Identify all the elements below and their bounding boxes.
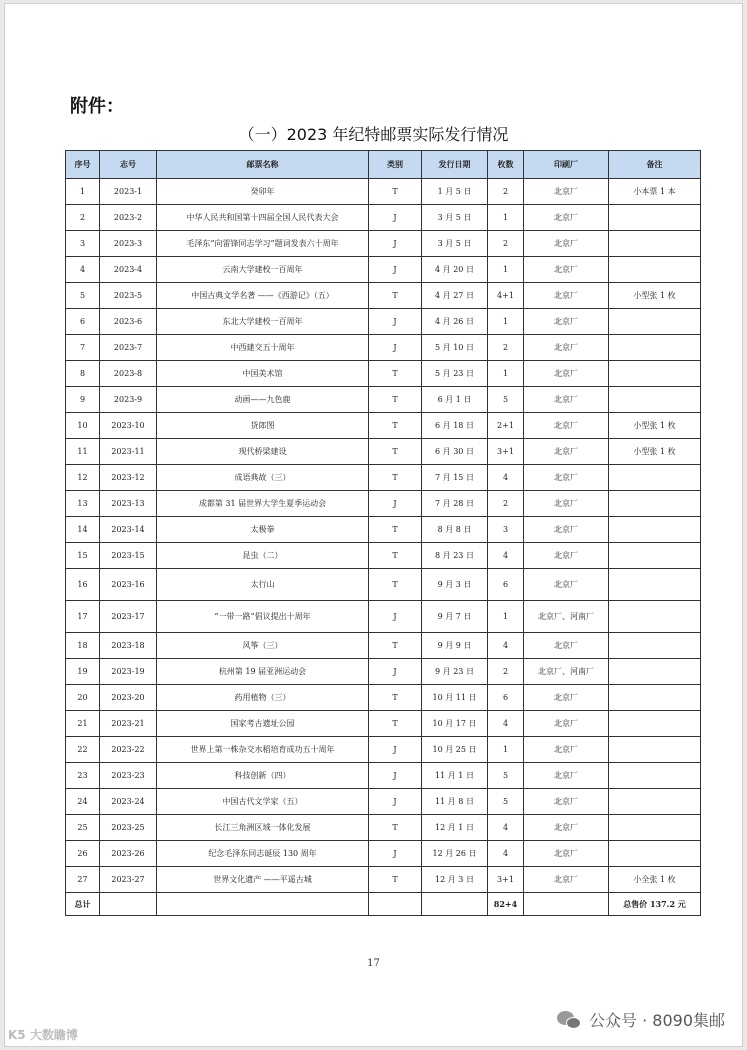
table-row bbox=[66, 491, 701, 517]
cell-code: 2023-23 bbox=[100, 763, 157, 789]
table-row bbox=[66, 867, 701, 893]
cell-no: 21 bbox=[66, 711, 100, 737]
table-row bbox=[66, 309, 701, 335]
header-printer: 印刷厂 bbox=[524, 151, 609, 179]
wechat-icon bbox=[557, 1009, 583, 1031]
cell-code: 2023-1 bbox=[100, 179, 157, 205]
cell-no: 7 bbox=[66, 335, 100, 361]
watermark-left: K5 大数瞻博 bbox=[8, 1028, 78, 1042]
cell-type: T bbox=[369, 413, 422, 439]
table-header-row bbox=[66, 151, 701, 179]
header-code: 志号 bbox=[100, 151, 157, 179]
cell-type: J bbox=[369, 309, 422, 335]
table-row bbox=[66, 335, 701, 361]
cell-count: 2 bbox=[488, 335, 524, 361]
cell-printer: 北京厂 bbox=[524, 309, 609, 335]
cell-printer: 北京厂 bbox=[524, 231, 609, 257]
header-count: 枚数 bbox=[488, 151, 524, 179]
cell-count: 3+1 bbox=[488, 867, 524, 893]
cell-date: 9 月 7 日 bbox=[422, 601, 488, 633]
cell-no: 26 bbox=[66, 841, 100, 867]
cell-type: J bbox=[369, 841, 422, 867]
cell-name: 毛泽东“向雷锋同志学习”题词发表六十周年 bbox=[157, 231, 369, 257]
cell-type: T bbox=[369, 633, 422, 659]
cell-count: 2+1 bbox=[488, 413, 524, 439]
cell-printer: 北京厂 bbox=[524, 543, 609, 569]
cell-note bbox=[609, 517, 701, 543]
table-row bbox=[66, 517, 701, 543]
cell-no: 27 bbox=[66, 867, 100, 893]
cell-code: 2023-3 bbox=[100, 231, 157, 257]
cell-code: 2023-21 bbox=[100, 711, 157, 737]
cell-no: 17 bbox=[66, 601, 100, 633]
total-label: 总计 bbox=[66, 893, 100, 916]
cell-note: 小型张 1 枚 bbox=[609, 283, 701, 309]
cell-name: 中国古代文学家（五） bbox=[157, 789, 369, 815]
cell-date: 4 月 27 日 bbox=[422, 283, 488, 309]
cell-count: 4 bbox=[488, 543, 524, 569]
table-row bbox=[66, 231, 701, 257]
cell-note bbox=[609, 543, 701, 569]
cell-date: 8 月 23 日 bbox=[422, 543, 488, 569]
cell-count: 5 bbox=[488, 387, 524, 413]
cell-code: 2023-20 bbox=[100, 685, 157, 711]
cell-count: 1 bbox=[488, 205, 524, 231]
cell-printer: 北京厂 bbox=[524, 633, 609, 659]
cell-type: T bbox=[369, 283, 422, 309]
watermark-right-text: 公众号 · 8090集邮 bbox=[589, 1011, 725, 1030]
table-row bbox=[66, 413, 701, 439]
cell-date: 12 月 26 日 bbox=[422, 841, 488, 867]
cell-code: 2023-22 bbox=[100, 737, 157, 763]
cell-count: 4 bbox=[488, 841, 524, 867]
cell-no: 25 bbox=[66, 815, 100, 841]
total-empty-type bbox=[369, 893, 422, 916]
cell-no: 4 bbox=[66, 257, 100, 283]
cell-no: 15 bbox=[66, 543, 100, 569]
cell-type: T bbox=[369, 517, 422, 543]
cell-printer: 北京厂 bbox=[524, 283, 609, 309]
total-empty-code bbox=[100, 893, 157, 916]
cell-note bbox=[609, 257, 701, 283]
cell-date: 8 月 8 日 bbox=[422, 517, 488, 543]
cell-count: 1 bbox=[488, 601, 524, 633]
cell-count: 3+1 bbox=[488, 439, 524, 465]
cell-name: 纪念毛泽东同志诞辰 130 周年 bbox=[157, 841, 369, 867]
total-note: 总售价 137.2 元 bbox=[609, 893, 701, 916]
table-row bbox=[66, 711, 701, 737]
cell-date: 7 月 28 日 bbox=[422, 491, 488, 517]
cell-no: 3 bbox=[66, 231, 100, 257]
cell-name: 昆虫（二） bbox=[157, 543, 369, 569]
cell-printer: 北京厂 bbox=[524, 491, 609, 517]
cell-type: T bbox=[369, 815, 422, 841]
cell-date: 11 月 8 日 bbox=[422, 789, 488, 815]
header-type: 类别 bbox=[369, 151, 422, 179]
cell-date: 11 月 1 日 bbox=[422, 763, 488, 789]
table-row bbox=[66, 737, 701, 763]
cell-code: 2023-8 bbox=[100, 361, 157, 387]
cell-note bbox=[609, 491, 701, 517]
cell-name: 成语典故（三） bbox=[157, 465, 369, 491]
cell-note bbox=[609, 711, 701, 737]
page-number: 17 bbox=[367, 958, 380, 969]
cell-printer: 北京厂 bbox=[524, 205, 609, 231]
cell-name: 杭州第 19 届亚洲运动会 bbox=[157, 659, 369, 685]
cell-code: 2023-25 bbox=[100, 815, 157, 841]
cell-name: 世界文化遗产 ——平遥古城 bbox=[157, 867, 369, 893]
cell-note bbox=[609, 335, 701, 361]
cell-printer: 北京厂 bbox=[524, 867, 609, 893]
cell-no: 14 bbox=[66, 517, 100, 543]
cell-note bbox=[609, 685, 701, 711]
cell-type: T bbox=[369, 685, 422, 711]
cell-name: “一带一路”倡议提出十周年 bbox=[157, 601, 369, 633]
cell-code: 2023-18 bbox=[100, 633, 157, 659]
cell-code: 2023-7 bbox=[100, 335, 157, 361]
cell-note bbox=[609, 387, 701, 413]
cell-printer: 北京厂 bbox=[524, 257, 609, 283]
cell-count: 1 bbox=[488, 737, 524, 763]
cell-type: J bbox=[369, 659, 422, 685]
cell-no: 6 bbox=[66, 309, 100, 335]
cell-date: 9 月 3 日 bbox=[422, 569, 488, 601]
table-row bbox=[66, 601, 701, 633]
cell-code: 2023-15 bbox=[100, 543, 157, 569]
cell-count: 1 bbox=[488, 257, 524, 283]
cell-date: 3 月 5 日 bbox=[422, 231, 488, 257]
cell-count: 1 bbox=[488, 309, 524, 335]
cell-printer: 北京厂 bbox=[524, 335, 609, 361]
cell-type: T bbox=[369, 387, 422, 413]
cell-date: 9 月 9 日 bbox=[422, 633, 488, 659]
watermark-right bbox=[557, 1008, 725, 1031]
cell-count: 4+1 bbox=[488, 283, 524, 309]
cell-date: 12 月 3 日 bbox=[422, 867, 488, 893]
cell-date: 10 月 17 日 bbox=[422, 711, 488, 737]
cell-code: 2023-17 bbox=[100, 601, 157, 633]
cell-date: 9 月 23 日 bbox=[422, 659, 488, 685]
cell-date: 4 月 26 日 bbox=[422, 309, 488, 335]
table-row bbox=[66, 789, 701, 815]
cell-note bbox=[609, 309, 701, 335]
header-date: 发行日期 bbox=[422, 151, 488, 179]
table-row bbox=[66, 763, 701, 789]
cell-printer: 北京厂 bbox=[524, 465, 609, 491]
cell-count: 4 bbox=[488, 633, 524, 659]
cell-count: 2 bbox=[488, 179, 524, 205]
cell-printer: 北京厂、河南厂 bbox=[524, 659, 609, 685]
cell-no: 11 bbox=[66, 439, 100, 465]
total-empty-printer bbox=[524, 893, 609, 916]
cell-name: 长江三角洲区域一体化发展 bbox=[157, 815, 369, 841]
cell-name: 货郎图 bbox=[157, 413, 369, 439]
cell-no: 19 bbox=[66, 659, 100, 685]
cell-code: 2023-6 bbox=[100, 309, 157, 335]
table-row bbox=[66, 633, 701, 659]
cell-printer: 北京厂 bbox=[524, 763, 609, 789]
cell-no: 16 bbox=[66, 569, 100, 601]
cell-note bbox=[609, 205, 701, 231]
attachment-label: 附件： bbox=[70, 96, 124, 117]
cell-count: 1 bbox=[488, 361, 524, 387]
cell-date: 5 月 23 日 bbox=[422, 361, 488, 387]
table-row bbox=[66, 205, 701, 231]
cell-name: 药用植物（三） bbox=[157, 685, 369, 711]
cell-note: 小本票 1 本 bbox=[609, 179, 701, 205]
cell-code: 2023-10 bbox=[100, 413, 157, 439]
cell-date: 6 月 30 日 bbox=[422, 439, 488, 465]
cell-code: 2023-2 bbox=[100, 205, 157, 231]
cell-printer: 北京厂 bbox=[524, 439, 609, 465]
cell-type: J bbox=[369, 763, 422, 789]
total-empty-date bbox=[422, 893, 488, 916]
cell-type: T bbox=[369, 439, 422, 465]
cell-no: 24 bbox=[66, 789, 100, 815]
stamp-issue-table bbox=[65, 150, 701, 916]
table-row bbox=[66, 387, 701, 413]
cell-date: 6 月 18 日 bbox=[422, 413, 488, 439]
table-row bbox=[66, 361, 701, 387]
cell-printer: 北京厂 bbox=[524, 815, 609, 841]
header-no: 序号 bbox=[66, 151, 100, 179]
cell-name: 中西建交五十周年 bbox=[157, 335, 369, 361]
cell-note bbox=[609, 841, 701, 867]
header-note: 备注 bbox=[609, 151, 701, 179]
cell-note bbox=[609, 737, 701, 763]
cell-type: J bbox=[369, 257, 422, 283]
cell-date: 7 月 15 日 bbox=[422, 465, 488, 491]
cell-name: 国家考古遗址公园 bbox=[157, 711, 369, 737]
cell-count: 3 bbox=[488, 517, 524, 543]
cell-no: 8 bbox=[66, 361, 100, 387]
cell-name: 太极拳 bbox=[157, 517, 369, 543]
cell-printer: 北京厂 bbox=[524, 517, 609, 543]
cell-date: 10 月 25 日 bbox=[422, 737, 488, 763]
cell-no: 10 bbox=[66, 413, 100, 439]
cell-note: 小型张 1 枚 bbox=[609, 439, 701, 465]
cell-code: 2023-27 bbox=[100, 867, 157, 893]
cell-count: 2 bbox=[488, 491, 524, 517]
cell-date: 3 月 5 日 bbox=[422, 205, 488, 231]
cell-code: 2023-16 bbox=[100, 569, 157, 601]
cell-count: 4 bbox=[488, 815, 524, 841]
cell-name: 中华人民共和国第十四届全国人民代表大会 bbox=[157, 205, 369, 231]
cell-no: 18 bbox=[66, 633, 100, 659]
cell-printer: 北京厂、河南厂 bbox=[524, 601, 609, 633]
cell-code: 2023-26 bbox=[100, 841, 157, 867]
table-row bbox=[66, 257, 701, 283]
total-row bbox=[66, 893, 701, 916]
cell-type: T bbox=[369, 179, 422, 205]
cell-note bbox=[609, 465, 701, 491]
cell-type: J bbox=[369, 231, 422, 257]
cell-no: 5 bbox=[66, 283, 100, 309]
cell-printer: 北京厂 bbox=[524, 841, 609, 867]
cell-note bbox=[609, 361, 701, 387]
cell-printer: 北京厂 bbox=[524, 685, 609, 711]
header-name: 邮票名称 bbox=[157, 151, 369, 179]
cell-printer: 北京厂 bbox=[524, 711, 609, 737]
cell-no: 23 bbox=[66, 763, 100, 789]
cell-no: 12 bbox=[66, 465, 100, 491]
cell-date: 12 月 1 日 bbox=[422, 815, 488, 841]
cell-note bbox=[609, 633, 701, 659]
cell-name: 动画——九色鹿 bbox=[157, 387, 369, 413]
cell-note bbox=[609, 231, 701, 257]
cell-date: 5 月 10 日 bbox=[422, 335, 488, 361]
table-row bbox=[66, 465, 701, 491]
cell-count: 6 bbox=[488, 569, 524, 601]
table-row bbox=[66, 685, 701, 711]
cell-no: 1 bbox=[66, 179, 100, 205]
cell-count: 4 bbox=[488, 711, 524, 737]
cell-name: 东北大学建校一百周年 bbox=[157, 309, 369, 335]
cell-type: T bbox=[369, 465, 422, 491]
cell-name: 现代桥梁建设 bbox=[157, 439, 369, 465]
document-title: （一）2023 年纪特邮票实际发行情况 bbox=[238, 125, 509, 144]
cell-no: 9 bbox=[66, 387, 100, 413]
cell-name: 世界上第一株杂交水稻培育成功五十周年 bbox=[157, 737, 369, 763]
cell-no: 20 bbox=[66, 685, 100, 711]
cell-printer: 北京厂 bbox=[524, 789, 609, 815]
cell-code: 2023-19 bbox=[100, 659, 157, 685]
cell-name: 云南大学建校一百周年 bbox=[157, 257, 369, 283]
table-row bbox=[66, 543, 701, 569]
cell-date: 4 月 20 日 bbox=[422, 257, 488, 283]
cell-type: J bbox=[369, 789, 422, 815]
cell-type: J bbox=[369, 205, 422, 231]
cell-name: 风筝（三） bbox=[157, 633, 369, 659]
cell-note bbox=[609, 815, 701, 841]
table-body bbox=[66, 179, 701, 893]
cell-count: 5 bbox=[488, 789, 524, 815]
cell-type: T bbox=[369, 711, 422, 737]
cell-printer: 北京厂 bbox=[524, 179, 609, 205]
cell-note bbox=[609, 789, 701, 815]
cell-date: 6 月 1 日 bbox=[422, 387, 488, 413]
cell-no: 2 bbox=[66, 205, 100, 231]
cell-note: 小全张 1 枚 bbox=[609, 867, 701, 893]
cell-name: 成都第 31 届世界大学生夏季运动会 bbox=[157, 491, 369, 517]
table-row bbox=[66, 439, 701, 465]
cell-type: J bbox=[369, 737, 422, 763]
total-empty-name bbox=[157, 893, 369, 916]
cell-type: J bbox=[369, 601, 422, 633]
cell-no: 22 bbox=[66, 737, 100, 763]
cell-printer: 北京厂 bbox=[524, 361, 609, 387]
cell-printer: 北京厂 bbox=[524, 387, 609, 413]
cell-printer: 北京厂 bbox=[524, 569, 609, 601]
cell-count: 2 bbox=[488, 659, 524, 685]
cell-count: 4 bbox=[488, 465, 524, 491]
cell-type: J bbox=[369, 335, 422, 361]
table-row bbox=[66, 815, 701, 841]
cell-code: 2023-13 bbox=[100, 491, 157, 517]
cell-code: 2023-14 bbox=[100, 517, 157, 543]
cell-count: 2 bbox=[488, 231, 524, 257]
cell-note bbox=[609, 763, 701, 789]
cell-type: T bbox=[369, 361, 422, 387]
cell-code: 2023-9 bbox=[100, 387, 157, 413]
cell-count: 5 bbox=[488, 763, 524, 789]
cell-name: 中国古典文学名著 ——《西游记》（五） bbox=[157, 283, 369, 309]
cell-type: T bbox=[369, 569, 422, 601]
table-row bbox=[66, 841, 701, 867]
cell-code: 2023-11 bbox=[100, 439, 157, 465]
table-row bbox=[66, 283, 701, 309]
cell-name: 中国美术馆 bbox=[157, 361, 369, 387]
cell-code: 2023-24 bbox=[100, 789, 157, 815]
cell-date: 10 月 11 日 bbox=[422, 685, 488, 711]
cell-code: 2023-5 bbox=[100, 283, 157, 309]
cell-code: 2023-12 bbox=[100, 465, 157, 491]
cell-name: 科技创新（四） bbox=[157, 763, 369, 789]
table-row bbox=[66, 569, 701, 601]
cell-name: 太行山 bbox=[157, 569, 369, 601]
cell-printer: 北京厂 bbox=[524, 737, 609, 763]
table-row bbox=[66, 179, 701, 205]
cell-note: 小型张 1 枚 bbox=[609, 413, 701, 439]
cell-note bbox=[609, 569, 701, 601]
cell-no: 13 bbox=[66, 491, 100, 517]
cell-name: 癸卯年 bbox=[157, 179, 369, 205]
cell-note bbox=[609, 659, 701, 685]
cell-type: T bbox=[369, 867, 422, 893]
cell-printer: 北京厂 bbox=[524, 413, 609, 439]
cell-date: 1 月 5 日 bbox=[422, 179, 488, 205]
total-count: 82+4 bbox=[488, 893, 524, 916]
table-row bbox=[66, 659, 701, 685]
cell-note bbox=[609, 601, 701, 633]
cell-code: 2023-4 bbox=[100, 257, 157, 283]
cell-count: 6 bbox=[488, 685, 524, 711]
cell-type: J bbox=[369, 491, 422, 517]
cell-type: T bbox=[369, 543, 422, 569]
